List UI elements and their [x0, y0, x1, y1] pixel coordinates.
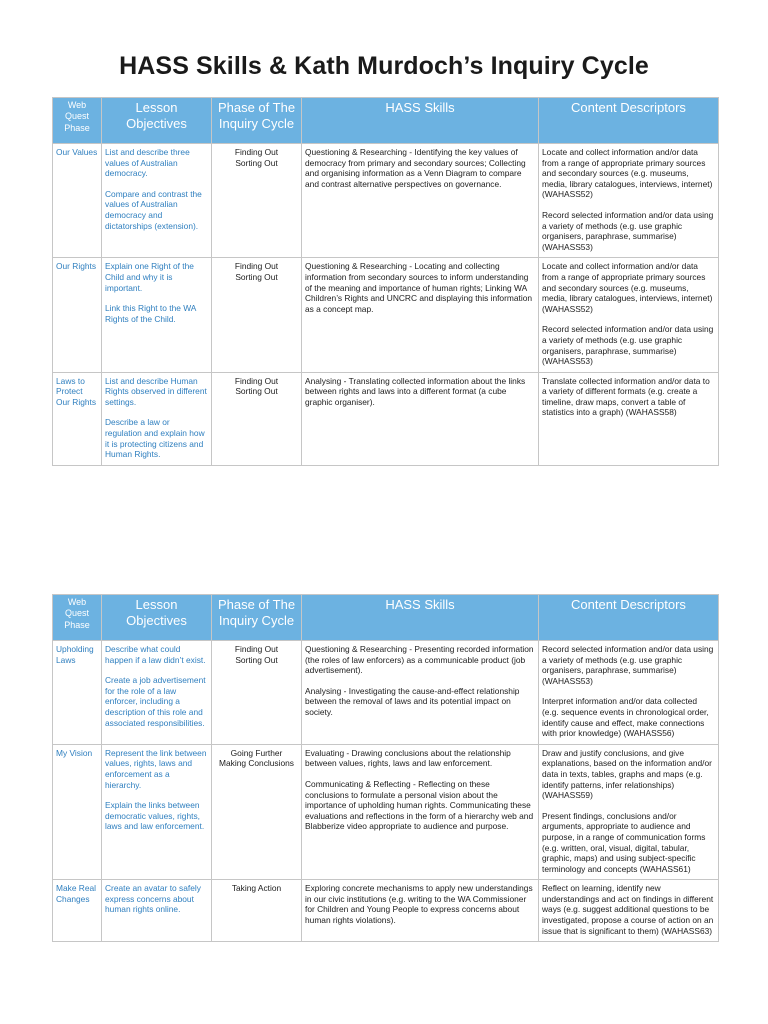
hass-skills-paragraph: Analysing - Translating collected information about the links between rights and laws into a different format (a cube graphic organiser). — [305, 375, 526, 407]
content-descriptors-paragraph: Record selected information and/or data using a variety of methods (e.g. use graphic organisers, paraphrase, summarise) (WAHASS53) — [542, 209, 714, 252]
content-descriptors-cell — [539, 641, 719, 745]
lesson-objectives-paragraph: Create a job advertisement for the role of a law enforcer, including a description of this role and associated responsibilities. — [105, 675, 206, 728]
lesson-objectives-cell — [102, 744, 212, 880]
hass-skills-paragraph: Questioning & Researching - Locating and collecting information from secondary sources to inform understanding of the meaning and importance of human rights; Linking WA Children’s Rights and UNCRC and displaying this information as a concept map. — [305, 261, 533, 314]
inquiry-phase-cell — [212, 641, 302, 745]
content-descriptors-paragraph: Present findings, conclusions and/or arguments, appropriate to audience and purpose, in a range of communication forms (e.g. written, oral, visual, digital, tabular, graphic, maps) and using subject-specific terminology and concepts (WAHASS61) — [542, 810, 706, 874]
hass-skills-paragraph: Evaluating - Drawing conclusions about the relationship between values, rights, laws and law enforcement. — [305, 747, 511, 769]
inquiry-phase-line: Going Further — [230, 747, 283, 758]
hass-skills-cell — [302, 744, 539, 880]
lesson-objectives-paragraph: Create an avatar to safely express concerns about human rights online. — [105, 883, 201, 915]
content-descriptors-paragraph: Translate collected information and/or data to a variety of different formats (e.g. create a timeline, draw maps, convert a table of statistics into a graph) (WAHASS58) — [542, 375, 710, 418]
header-hass-skills: HASS Skills — [302, 595, 539, 641]
inquiry-phase-cell — [212, 744, 302, 880]
web-quest-phase-cell: Our Values — [53, 144, 102, 258]
content-descriptors-paragraph: Reflect on learning, identify new understandings and act on findings in different ways (e.g. suggest additional questions to be investigated, propose a course of action on an issue that is significant to them) (WAHASS63) — [542, 883, 714, 936]
table-row — [53, 880, 719, 942]
content-descriptors-paragraph: Record selected information and/or data using a variety of methods (e.g. use graphic organisers, paraphrase, summarise) (WAHASS53) — [542, 324, 714, 367]
inquiry-phase-line: Finding Out — [234, 375, 279, 386]
web-quest-phase-cell: Upholding Laws — [53, 641, 102, 745]
inquiry-phase-line: Sorting Out — [235, 654, 278, 665]
content-descriptors-cell — [539, 744, 719, 880]
lesson-objectives-paragraph: Explain one Right of the Child and why it is important. — [105, 261, 194, 293]
web-quest-phase-cell: Laws to Protect Our Rights — [53, 372, 102, 465]
web-quest-phase-cell: Make Real Changes — [53, 880, 102, 942]
header-content-descriptors: Content Descriptors — [539, 595, 719, 641]
inquiry-phase-line: Finding Out — [234, 644, 279, 654]
inquiry-phase-cell — [212, 144, 302, 258]
content-descriptors-cell — [539, 880, 719, 942]
inquiry-phase-line: Finding Out — [234, 261, 279, 272]
lesson-objectives-paragraph: Link this Right to the WA Rights of the Child. — [105, 303, 196, 324]
web-quest-phase-cell: My Vision — [53, 744, 102, 880]
inquiry-table-1 — [52, 97, 719, 466]
hass-skills-paragraph: Communicating & Reflecting - Reflecting on these conclusions to formulate a personal vision about the importance of upholding human rights. Communicating these evaluations and reflections in the form of a hierarchy web and Blabberize video appropriate to audience and purpose. — [305, 778, 534, 832]
table-row — [53, 372, 719, 465]
inquiry-phase-line: Sorting Out — [235, 271, 278, 282]
hass-skills-paragraph: Analysing - Investigating the cause-and-effect relationship between the removal of laws and its potential impact on society. — [305, 685, 520, 717]
header-hass-skills: HASS Skills — [302, 98, 539, 144]
lesson-objectives-cell — [102, 641, 212, 745]
hass-skills-cell — [302, 372, 539, 465]
hass-skills-cell — [302, 641, 539, 745]
header-content-descriptors: Content Descriptors — [539, 98, 719, 144]
content-descriptors-paragraph: Locate and collect information and/or data from a range of appropriate primary sources and secondary sources (e.g. museums, media, library catalogues, interviews, internet) (WAHASS52) — [542, 261, 713, 314]
header-lesson-objectives: Lesson Objectives — [102, 98, 212, 144]
content-descriptors-paragraph: Record selected information and/or data using a variety of methods (e.g. use graphic organisers, paraphrase, summarise) (WAHASS53) — [542, 644, 714, 686]
table-row — [53, 258, 719, 372]
lesson-objectives-paragraph: List and describe three values of Australian democracy. — [105, 147, 190, 179]
inquiry-phase-cell — [212, 880, 302, 942]
inquiry-table-2 — [52, 594, 719, 942]
table-row — [53, 744, 719, 880]
inquiry-phase-line: Making Conclusions — [219, 758, 294, 769]
header-web-quest-phase: Web Quest Phase — [53, 98, 102, 144]
header-web-quest-phase: Web Quest Phase — [53, 595, 102, 641]
inquiry-phase-cell — [212, 372, 302, 465]
inquiry-phase-line: Sorting Out — [235, 386, 278, 397]
lesson-objectives-paragraph: List and describe Human Rights observed in different settings. — [105, 375, 207, 407]
lesson-objectives-paragraph: Represent the link between values, rights, laws and enforcement as a hierarchy. — [105, 747, 207, 790]
content-descriptors-paragraph: Locate and collect information and/or data from a range of appropriate primary sources and secondary sources (e.g. museums, media, library catalogues, interviews, internet) (WAHASS52) — [542, 147, 713, 200]
table-row — [53, 641, 719, 745]
content-descriptors-cell — [539, 372, 719, 465]
content-descriptors-cell — [539, 144, 719, 258]
lesson-objectives-paragraph: Describe what could happen if a law didn’t exist. — [105, 644, 206, 665]
hass-skills-paragraph: Questioning & Researching - Presenting recorded information (the roles of law enforcers) as a communicable product (job advertisement). — [305, 644, 534, 676]
hass-skills-cell — [302, 880, 539, 942]
web-quest-phase-cell: Our Rights — [53, 258, 102, 372]
hass-skills-cell — [302, 258, 539, 372]
header-inquiry-phase: Phase of The Inquiry Cycle — [212, 595, 302, 641]
hass-skills-paragraph: Exploring concrete mechanisms to apply new understandings in our civic institutions (e.g. writing to the WA Commissioner for Children and Young People to express concerns about human rights violations). — [305, 883, 533, 926]
page-title: HASS Skills & Kath Murdoch’s Inquiry Cycle — [119, 52, 649, 80]
inquiry-phase-line: Finding Out — [234, 147, 279, 157]
content-descriptors-paragraph: Interpret information and/or data collected (e.g. sequence events in chronological order, identify cause and effect, make connections with prior knowledge) (WAHASS56) — [542, 696, 709, 739]
lesson-objectives-cell — [102, 144, 212, 258]
lesson-objectives-cell — [102, 258, 212, 372]
content-descriptors-cell — [539, 258, 719, 372]
lesson-objectives-cell — [102, 372, 212, 465]
header-lesson-objectives: Lesson Objectives — [102, 595, 212, 641]
content-descriptors-paragraph: Draw and justify conclusions, and give explanations, based on the information and/or data in texts, tables, graphs and maps (e.g. identify patterns, infer relationships) (WAHASS59) — [542, 747, 712, 801]
inquiry-phase-line: Sorting Out — [235, 157, 278, 168]
hass-skills-cell — [302, 144, 539, 258]
header-inquiry-phase: Phase of The Inquiry Cycle — [212, 98, 302, 144]
table-row — [53, 144, 719, 258]
inquiry-phase-line: Taking Action — [231, 883, 282, 894]
lesson-objectives-paragraph: Describe a law or regulation and explain how it is protecting citizens and Human Rights. — [105, 417, 205, 460]
hass-skills-paragraph: Questioning & Researching - Identifying the key values of democracy from primary and secondary sources; Collecting and organising information as a Venn Diagram to compare and contrast alternative perspectives on governance. — [305, 147, 526, 189]
inquiry-phase-cell — [212, 258, 302, 372]
lesson-objectives-paragraph: Explain the links between democratic values, rights, laws and law enforcement. — [105, 800, 205, 832]
lesson-objectives-paragraph: Compare and contrast the values of Australian democracy and dictatorships (extension). — [105, 188, 202, 231]
lesson-objectives-cell — [102, 880, 212, 942]
